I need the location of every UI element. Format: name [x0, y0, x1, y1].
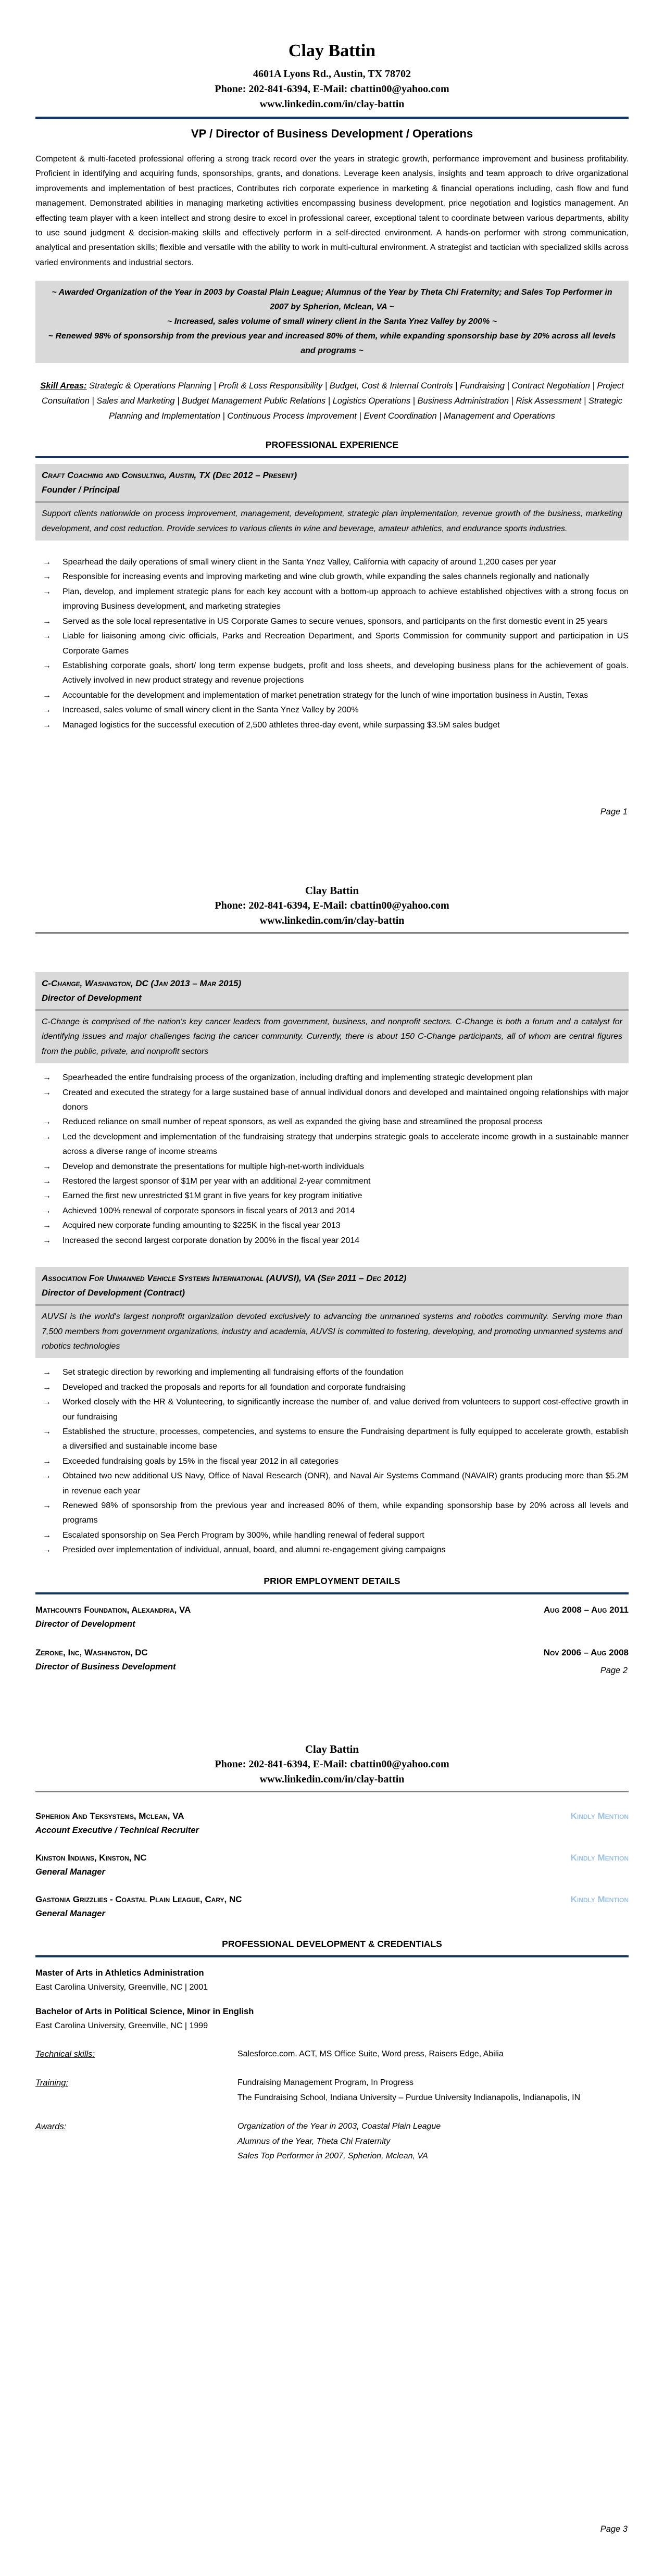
bullet-item [35, 718, 629, 733]
job-cchange-bullets [35, 1071, 629, 1248]
highlights-box [35, 281, 629, 363]
bullet-item [35, 1365, 629, 1380]
kindly-mention-tag: Kindly Mention [570, 1894, 629, 1904]
bullet-item [35, 1204, 629, 1218]
bullet-item [35, 1174, 629, 1189]
bullet-item [35, 1071, 629, 1085]
bullet-text: Earned the first new unrestricted $1M grant in five years for key program initiative [62, 1191, 362, 1201]
bullet-text: Escalated sponsorship on Sea Perch Program by 300%, while handling renewal of federal support [62, 1530, 424, 1540]
education-school: East Carolina University, Greenville, NC | 2001 [35, 1983, 208, 1992]
technical-skills-row [35, 2047, 629, 2062]
technical-skills-value: Salesforce.com. ACT, MS Office Suite, Word press, Raisers Edge, Abilia [237, 2050, 504, 2058]
highlight-item: ~ Renewed 98% of sponsorship from the previous year and increased 80% of them, while expanding sponsorship base by 20% across all levels and programs ~ [48, 332, 616, 356]
bullet-text: Increased the second largest corporate donation by 200% in the fiscal year 2014 [62, 1236, 360, 1245]
mention-role: General Manager [35, 1909, 105, 1918]
bullet-item [35, 1543, 629, 1557]
mention-row [35, 1892, 629, 1907]
bullet-item [35, 1130, 629, 1160]
bullet-item [35, 629, 629, 659]
skill-areas-list: Strategic & Operations Planning | Profit & Loss Responsibility | Budget, Cost & Internal Controls | Fundraising | Contract Negotiation | Project Consultation | Sales and Marketing | Budget Management Public Relations | Logistics Operations | Business Administration | Risk Assessment | Strategic Planning and Implementation | Continuous Process Improvement | Event Coordination | Management and Operations [42, 381, 624, 421]
arrow-bullet-icon: → [43, 661, 51, 670]
bullet-item [35, 1115, 629, 1129]
arrow-bullet-icon: → [43, 1456, 51, 1466]
bullet-item [35, 703, 629, 718]
awards-label: Awards: [35, 2122, 67, 2132]
bullet-item [35, 1469, 629, 1499]
bullet-item [35, 1234, 629, 1248]
education-school: East Carolina University, Greenville, NC | 1999 [35, 2021, 208, 2030]
job-divider [35, 1009, 629, 1011]
arrow-bullet-icon: → [43, 720, 51, 730]
bullet-text: Develop and demonstrate the presentations for multiple high-net-worth individuals [62, 1162, 364, 1171]
bullet-item [35, 1086, 629, 1115]
job-role: Founder / Principal [42, 485, 120, 495]
header-rule [35, 932, 629, 934]
job-company: Association For Unmanned Vehicle Systems International (AUVSI), VA (Sep 2011 – Dec 2012) [42, 1273, 407, 1284]
education-degree: Bachelor of Arts in Political Science, Minor in English [35, 2007, 254, 2016]
bullet-text: Exceeded fundraising goals by 15% in the fiscal year 2012 in all categories [62, 1456, 339, 1466]
page-3 [0, 1717, 664, 2576]
job-role: Director of Development (Contract) [42, 1288, 185, 1298]
section-heading-professional-development: PROFESSIONAL DEVELOPMENT & CREDENTIALS [222, 1939, 442, 1949]
candidate-linkedin: www.linkedin.com/in/clay-battin [259, 98, 405, 110]
section-rule [35, 1592, 629, 1594]
mention-role: General Manager [35, 1867, 105, 1877]
header-rule [35, 117, 629, 119]
bullet-text: Worked closely with the HR & Volunteering, to significantly increase the number of, and value derived from volunteers to support cost-effective growth in our fundraising [62, 1398, 629, 1422]
kindly-mention-tag: Kindly Mention [570, 1811, 629, 1821]
prior-dates: Nov 2006 – Aug 2008 [543, 1647, 629, 1657]
education-entry [35, 2005, 629, 2033]
training-value [237, 2076, 629, 2105]
arrow-bullet-icon: → [43, 1545, 51, 1555]
bullet-item [35, 570, 629, 584]
page2-header [35, 859, 629, 928]
header-rule [35, 1791, 629, 1792]
bullet-text: Restored the largest sponsor of $1M per year with an additional 2-year commitment [62, 1177, 371, 1186]
professional-summary: Competent & multi-faceted professional offering a strong track record over the years in strategic growth, performance improvement and business profitability. Proficient in identifying and acquiring funds, sponsorships, grants, and donations. Leverage keen analysis, insights and team approach to drive organizational improvements and implementation of best practices, Contributes rich corporate experience in marketing & financial operations including, cash flow and fund management. Demonstrated abilities in managing marketing activities encompassing business development, price negotiation and logistics management. An effecting team player with a keen intellect and strong desire to excel in professional career, exceptional talent to coordinate between various departments, ability to use sound judgment & decision-making skills and effectively perform in a self-directed environment. A hands-on performer with strong communication, analytical and presentation skills; flexible and versatile with the ability to work in multi-cultural environment. A strategist and tactician with specialized skills across varied environments and industrial sectors. [35, 155, 629, 267]
job-role: Director of Development [42, 994, 142, 1003]
bullet-text: Led the development and implementation of the fundraising strategy that underpins strategic goals to accelerate income growth in a sustainable manner across a diverse range of income streams [62, 1132, 629, 1157]
training-label: Training: [35, 2078, 68, 2088]
arrow-bullet-icon: → [43, 1383, 51, 1392]
job-company: Craft Coaching and Consulting, Austin, TX (Dec 2012 – Present) [42, 470, 297, 481]
awards-row [35, 2119, 629, 2164]
highlight-item: ~ Awarded Organization of the Year in 2003 by Coastal Plain League; Alumnus of the Year by Theta Chi Fraternity; and Sales Top Performer in 2007 by Spherion, Mclean, VA ~ [52, 288, 612, 312]
technical-skills-label: Technical skills: [35, 2050, 95, 2059]
arrow-bullet-icon: → [43, 706, 51, 715]
page-number: Page 3 [600, 2524, 628, 2534]
arrow-bullet-icon: → [43, 1117, 51, 1127]
arrow-bullet-icon: → [43, 558, 51, 567]
education-degree: Master of Arts in Athletics Administration [35, 1968, 204, 1978]
arrow-bullet-icon: → [43, 632, 51, 641]
arrow-bullet-icon: → [43, 1191, 51, 1201]
awards-value [237, 2119, 629, 2164]
candidate-name: Clay Battin [305, 884, 359, 897]
arrow-bullet-icon: → [43, 1236, 51, 1245]
section-heading-prior-employment: PRIOR EMPLOYMENT DETAILS [264, 1575, 400, 1586]
award-line: Organization of the Year in 2003, Coastal Plain League [237, 2122, 441, 2131]
bullet-text: Served as the sole local representative in US Corporate Games to secure venues, sponsors, and participants on the first domestic event in 25 years [62, 617, 608, 626]
candidate-address: 4601A Lyons Rd., Austin, TX 78702 [253, 68, 411, 80]
bullet-text: Spearhead the daily operations of small winery client in the Santa Ynez Valley, California with capacity of around 1,200 cases per year [62, 558, 557, 567]
bullet-text: Reduced reliance on small number of repeat sponsors, as well as expanded the giving base and streamlined the proposal process [62, 1117, 543, 1127]
job-auvsi-bullets [35, 1365, 629, 1557]
bullet-text: Accountable for the development and implementation of market penetration strategy for the lunch of wine importation business in Austin, Texas [62, 690, 588, 700]
bullet-item [35, 1454, 629, 1469]
job-craft-header-box [35, 464, 629, 541]
bullet-item [35, 1425, 629, 1454]
arrow-bullet-icon: → [43, 1073, 51, 1083]
bullet-text: Establishing corporate goals, short/ long term expense budgets, profit and loss sheets, and developing business plans for the achievement of goals. Actively involved in new product strategy and revenue projections [62, 661, 629, 685]
section-rule [35, 1955, 629, 1957]
skill-areas-label: Skill Areas: [40, 381, 87, 391]
bullet-text: Presided over implementation of individual, annual, board, and alumni re-engagement giving campaigns [62, 1545, 446, 1555]
job-cchange-header-box [35, 972, 629, 1063]
section-heading-experience: PROFESSIONAL EXPERIENCE [265, 439, 399, 450]
arrow-bullet-icon: → [43, 1427, 51, 1436]
bullet-item [35, 1395, 629, 1425]
bullet-text: Created and executed the strategy for a large sustained base of annual individual donors and developed and maintained ongoing relationships with major donors [62, 1088, 629, 1112]
candidate-phone-email: Phone: 202-841-6394, E-Mail: cbattin00@yahoo.com [215, 1758, 449, 1770]
candidate-name: Clay Battin [288, 41, 376, 60]
candidate-linkedin: www.linkedin.com/in/clay-battin [259, 915, 405, 926]
bullet-text: Increased, sales volume of small winery client in the Santa Ynez Valley by 200% [62, 706, 359, 715]
page3-header [35, 1717, 629, 1787]
resume-title: VP / Director of Business Development / Operations [191, 127, 473, 140]
job-description: AUVSI is the world's largest nonprofit organization devoted exclusively to advancing the unmanned systems and robotics community. Serving more than 7,500 members from government organizations, industry and academia, AUVSI is committed to fostering, developing, and promoting unmanned systems and robotics technologies [42, 1312, 622, 1351]
bullet-text: Achieved 100% renewal of corporate sponsors in fiscal years of 2013 and 2014 [62, 1206, 355, 1215]
mention-row [35, 1851, 629, 1865]
award-line: Alumnus of the Year, Theta Chi Fraternity [237, 2137, 391, 2146]
bullet-text: Set strategic direction by reworking and implementing all fundraising efforts of the foundation [62, 1368, 404, 1377]
job-divider [35, 1304, 629, 1306]
arrow-bullet-icon: → [43, 1206, 51, 1215]
highlight-item: ~ Increased, sales volume of small winery client in the Santa Ynez Valley by 200% ~ [167, 317, 497, 326]
mention-company: Spherion And Teksystems, Mclean, VA [35, 1811, 184, 1821]
bullet-text: Managed logistics for the successful execution of 2,500 athletes three-day event, while surpassing $3.5M sales budget [62, 720, 500, 730]
section-rule [35, 456, 629, 458]
arrow-bullet-icon: → [43, 1472, 51, 1481]
bullet-text: Established the structure, processes, competencies, and systems to ensure the Fundraising department is fully equipped to accelerate growth, establish a diversified and sustainable income base [62, 1427, 629, 1451]
arrow-bullet-icon: → [43, 1530, 51, 1540]
arrow-bullet-icon: → [43, 617, 51, 626]
bullet-text: Responsible for increasing events and improving marketing and wine club growth, while expanding the sales channels regionally and nationally [62, 572, 590, 582]
prior-role: Director of Development [35, 1619, 135, 1629]
page-1 [0, 0, 664, 859]
arrow-bullet-icon: → [43, 1398, 51, 1407]
job-company: C-Change, Washington, DC (Jan 2013 – Mar 2015) [42, 978, 242, 988]
page-number: Page 1 [600, 807, 628, 816]
prior-company: Mathcounts Foundation, Alexandria, VA [35, 1604, 191, 1615]
education-entry [35, 1966, 629, 1994]
mention-entry [35, 1851, 629, 1879]
arrow-bullet-icon: → [43, 587, 51, 596]
candidate-phone-email: Phone: 202-841-6394, E-Mail: cbattin00@yahoo.com [215, 900, 449, 911]
bullet-text: Liable for liaisoning among civic officials, Parks and Recreation Department, and Sports Commission for community support and participation in US Corporate Games [62, 632, 629, 656]
kindly-mention-tag: Kindly Mention [570, 1853, 629, 1863]
bullet-item [35, 659, 629, 688]
bullet-item [35, 555, 629, 570]
mention-role: Account Executive / Technical Recruiter [35, 1826, 199, 1835]
arrow-bullet-icon: → [43, 1162, 51, 1171]
arrow-bullet-icon: → [43, 1088, 51, 1097]
mention-company: Kinston Indians, Kinston, NC [35, 1853, 147, 1863]
bullet-text: Acquired new corporate funding amounting to $225K in the fiscal year 2013 [62, 1221, 341, 1230]
training-line: The Fundraising School, Indiana University – Purdue University Indianapolis, Indianapolis, IN [237, 2093, 581, 2102]
bullet-item [35, 1218, 629, 1233]
prior-employment-entry [35, 1603, 629, 1631]
prior-employment-row [35, 1603, 629, 1617]
prior-dates: Aug 2008 – Aug 2011 [544, 1604, 629, 1615]
candidate-linkedin: www.linkedin.com/in/clay-battin [259, 1774, 405, 1785]
arrow-bullet-icon: → [43, 1221, 51, 1230]
award-line: Sales Top Performer in 2007, Spherion, Mclean, VA [237, 2152, 428, 2161]
mention-row [35, 1809, 629, 1824]
page-number: Page 2 [600, 1666, 628, 1675]
bullet-text: Developed and tracked the proposals and reports for all foundation and corporate fundraising [62, 1383, 406, 1392]
job-description: Support clients nationwide on process improvement, management, development, strategic plan implementation, revenue growth of the business, marketing development, and cost reduction. Provide services to various clients in wine and beverage, amateur athletics, and endurance sports industries. [42, 509, 622, 533]
bullet-text: Spearheaded the entire fundraising process of the organization, including drafting and implementing strategic development plan [62, 1073, 533, 1083]
bullet-text: Renewed 98% of sponsorship from the previous year and increased 80% of them, while expanding sponsorship base by 20% across all levels and programs [62, 1501, 629, 1525]
mention-company: Gastonia Grizzlies - Coastal Plain League, Cary, NC [35, 1894, 242, 1904]
bullet-item [35, 1189, 629, 1203]
prior-employment-entry [35, 1645, 629, 1674]
mention-entry [35, 1892, 629, 1921]
candidate-name: Clay Battin [305, 1743, 359, 1755]
prior-role: Director of Business Development [35, 1662, 176, 1672]
training-line: Fundraising Management Program, In Progress [237, 2078, 414, 2088]
prior-employment-row [35, 1645, 629, 1660]
training-row [35, 2076, 629, 2105]
bullet-item [35, 585, 629, 614]
arrow-bullet-icon: → [43, 1368, 51, 1377]
page-2 [0, 859, 664, 1717]
mention-entry [35, 1809, 629, 1838]
arrow-bullet-icon: → [43, 1177, 51, 1186]
job-craft-bullets [35, 555, 629, 733]
prior-company: Zerone, Inc, Washington, DC [35, 1647, 148, 1657]
bullet-item [35, 1160, 629, 1174]
bullet-item [35, 1528, 629, 1543]
arrow-bullet-icon: → [43, 1132, 51, 1141]
skill-areas [35, 379, 629, 424]
arrow-bullet-icon: → [43, 1501, 51, 1510]
bullet-text: Plan, develop, and implement strategic plans for each key account with a bottom-up approach to achieve established objectives with a strong focus on improving Business development, and marketing strategies [62, 587, 629, 611]
bullet-item [35, 614, 629, 629]
job-divider [35, 501, 629, 503]
arrow-bullet-icon: → [43, 690, 51, 700]
bullet-item [35, 1380, 629, 1395]
job-auvsi-header-box [35, 1267, 629, 1358]
page1-header [35, 0, 629, 112]
bullet-item [35, 1499, 629, 1528]
candidate-phone-email: Phone: 202-841-6394, E-Mail: cbattin00@yahoo.com [215, 83, 449, 95]
arrow-bullet-icon: → [43, 572, 51, 582]
job-description: C-Change is comprised of the nation's key cancer leaders from government, business, and nonprofit sectors. C-Change is both a forum and a catalyst for identifying issues and major challenges facing the cancer community. Currently, there is about 150 C-Change participants, all of whom are central figures from the public, private, and nonprofit sectors [42, 1017, 622, 1056]
bullet-item [35, 688, 629, 703]
bullet-text: Obtained two new additional US Navy, Office of Naval Research (ONR), and Naval Air Systems Command (NAVAIR) grants producing more than $5.2M in revenue each year [62, 1472, 629, 1496]
